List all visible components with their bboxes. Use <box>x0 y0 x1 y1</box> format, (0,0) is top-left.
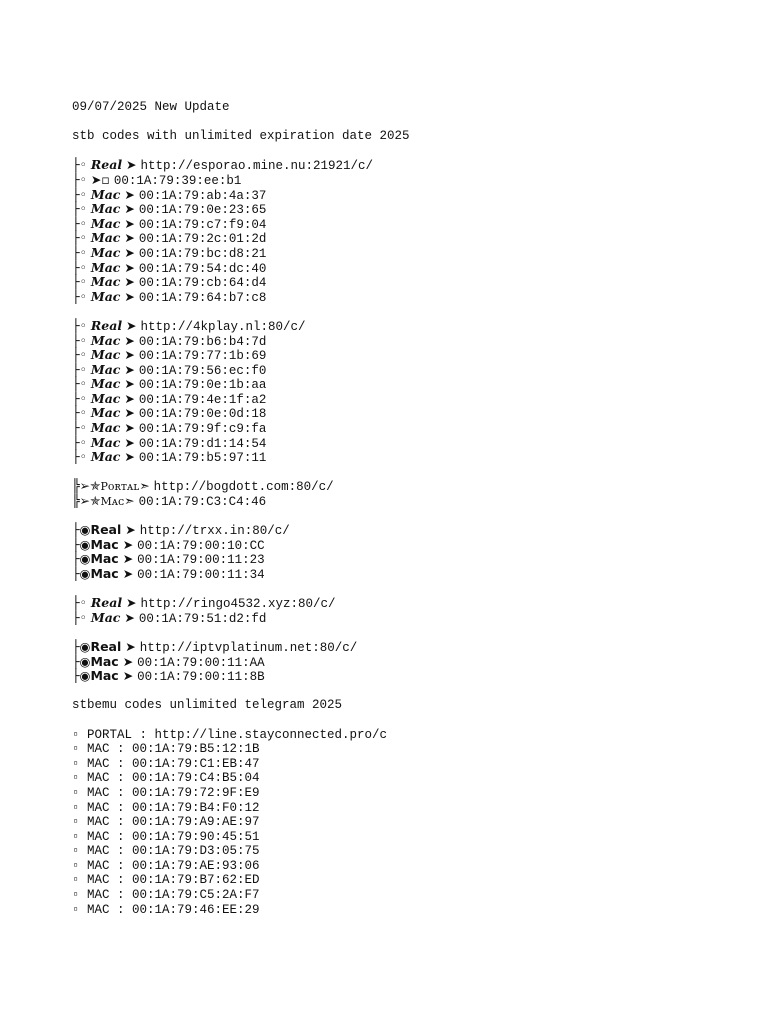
code-group <box>72 479 752 508</box>
line-label: Mᴀᴄ <box>100 495 125 509</box>
line-label: 𝑹𝒆𝒂𝒍 <box>90 317 123 333</box>
code-line <box>72 319 752 334</box>
portal-url: http://bogdott.com:80/c/ <box>153 480 334 495</box>
arrow-separator: ➤ <box>120 434 139 450</box>
arrow-separator: ➤ <box>120 390 139 406</box>
tree-prefix: ├◉ <box>72 551 91 567</box>
arrow-separator: ➤ <box>120 288 139 304</box>
tree-prefix: ╠➢✯ <box>72 478 101 494</box>
arrow-separator: ➤ <box>118 536 138 552</box>
code-line <box>72 436 752 451</box>
line-label: 𝑴𝒂𝒄 <box>90 288 121 304</box>
code-line <box>72 173 752 188</box>
line-label: Real <box>90 638 122 654</box>
line-label: Mac <box>90 653 119 669</box>
line-label: 𝑴𝒂𝒄 <box>90 186 121 202</box>
line-label: 𝑴𝒂𝒄 <box>90 405 121 421</box>
mac-address: 00:1A:79:00:11:34 <box>137 568 265 582</box>
mac-address: 00:1A:79:77:1b:69 <box>138 349 267 364</box>
arrow-separator: ➣ <box>139 478 154 494</box>
arrow-separator: ➤ <box>120 332 139 348</box>
mac-address: 00:1A:79:56:ec:f0 <box>138 363 267 378</box>
portal-url: http://ringo4532.xyz:80/c/ <box>140 597 336 612</box>
mac-address: 00:1A:79:b6:b4:7d <box>138 334 267 349</box>
arrow-separator: ➤ <box>118 653 138 669</box>
mac-address: 00:1A:79:c7:f9:04 <box>138 217 267 232</box>
spacer <box>72 144 752 159</box>
code-group <box>72 158 752 304</box>
tree-prefix: ├◦ <box>72 186 91 202</box>
tree-prefix: ├◦ <box>72 288 91 304</box>
mac-address: 00:1A:79:9f:c9:fa <box>138 422 267 437</box>
line-label: Mac <box>90 551 119 567</box>
code-line <box>72 538 752 553</box>
update-line: 09/07/2025 New Update <box>72 100 230 114</box>
line-label: 𝑴𝒂𝒄 <box>90 201 121 217</box>
mac-address: 00:1A:79:00:10:CC <box>137 538 265 553</box>
code-line <box>72 669 752 684</box>
arrow-separator: ➤ <box>118 566 138 581</box>
mac-address: 00:1A:79:39:ee:b1 <box>113 173 242 188</box>
code-line <box>72 261 752 276</box>
tree-prefix: ├◦ <box>72 332 91 348</box>
code-line <box>72 217 752 232</box>
line-label: 𝑴𝒂𝒄 <box>90 434 121 450</box>
code-line <box>72 231 752 246</box>
line-label: Real <box>90 522 122 538</box>
mac-line: ▫ MAC : 00:1A:79:B7:62:ED <box>72 873 260 888</box>
line-label: 𝑴𝒂𝒄 <box>90 230 121 246</box>
arrow-separator: ➤ <box>120 609 139 625</box>
tree-prefix: ├◦ <box>72 274 91 290</box>
mac-address: 00:1A:79:bc:d8:21 <box>138 246 267 261</box>
tree-prefix: ├◉ <box>72 638 91 654</box>
tree-prefix: ├◦ <box>72 376 91 392</box>
arrow-separator: ➤ <box>120 274 139 290</box>
tree-prefix: ├◦ <box>72 390 91 406</box>
tree-prefix: ├◦ <box>72 244 91 260</box>
code-line <box>72 494 752 509</box>
code-line <box>72 158 752 173</box>
code-line <box>72 567 752 582</box>
code-line <box>72 363 752 378</box>
tree-prefix: ├◦ <box>72 405 91 421</box>
spacer <box>72 115 752 130</box>
mac-address: 00:1A:79:00:11:AA <box>137 655 265 670</box>
mac-address: 00:1A:79:4e:1f:a2 <box>138 392 267 407</box>
line-label: Pᴏʀᴛᴀʟ <box>100 480 140 494</box>
tree-prefix: ├◦ <box>72 201 91 217</box>
mac-address: 00:1A:79:00:11:8B <box>137 670 265 685</box>
portal-url: http://esporao.mine.nu:21921/c/ <box>140 159 374 174</box>
mac-address: 00:1A:79:2c:01:2d <box>138 232 267 247</box>
portal-url: http://trxx.in:80/c/ <box>139 524 290 539</box>
tree-prefix: ├◉ <box>72 653 91 669</box>
tree-prefix: ├◦ <box>72 420 91 436</box>
mac-address: 00:1A:79:0e:0d:18 <box>138 407 267 422</box>
spacer <box>72 304 752 319</box>
code-line <box>72 188 752 203</box>
code-line <box>72 596 752 611</box>
arrow-separator: ➤ <box>122 157 141 173</box>
mac-address: 00:1A:79:cb:64:d4 <box>138 276 267 291</box>
arrow-separator: ➤ <box>122 317 141 333</box>
tree-prefix: ├◦ <box>72 157 91 173</box>
mac-address: 00:1A:79:C3:C4:46 <box>138 495 267 510</box>
arrow-separator: ➤ <box>120 201 139 217</box>
code-line <box>72 334 752 349</box>
line-label: 𝑴𝒂𝒄 <box>90 244 121 260</box>
tree-prefix: ├◦ <box>72 230 91 246</box>
line-label: 𝑴𝒂𝒄 <box>90 215 121 231</box>
portal-url: http://iptvplatinum.net:80/c/ <box>139 640 358 655</box>
document-body <box>72 100 752 917</box>
mac-address: 00:1A:79:64:b7:c8 <box>138 290 267 305</box>
code-line <box>72 377 752 392</box>
mac-line: ▫ MAC : 00:1A:79:90:45:51 <box>72 829 260 844</box>
arrow-separator: ➣ <box>124 493 139 509</box>
mac-address: 00:1A:79:00:11:23 <box>137 553 265 568</box>
code-line <box>72 202 752 217</box>
mac-address: 00:1A:79:d1:14:54 <box>138 436 267 451</box>
tree-prefix: ├◦ <box>72 259 91 275</box>
line-label: Mac <box>90 566 119 581</box>
code-line <box>72 246 752 261</box>
mac-line: ▫ MAC : 00:1A:79:AE:93:06 <box>72 858 260 873</box>
line-label: 𝑴𝒂𝒄 <box>90 449 121 465</box>
code-line <box>72 552 752 567</box>
tree-prefix: ├◉ <box>72 522 91 538</box>
arrow-separator: ➤ <box>120 361 139 377</box>
code-line <box>72 640 752 655</box>
spacer <box>72 625 752 640</box>
line-label: 𝑴𝒂𝒄 <box>90 347 121 363</box>
code-line <box>72 392 752 407</box>
line-label: 𝑴𝒂𝒄 <box>90 390 121 406</box>
mac-line: ▫ MAC : 00:1A:79:D3:05:75 <box>72 844 260 859</box>
tree-prefix: ├◉ <box>72 566 91 581</box>
line-label: 𝑹𝒆𝒂𝒍 <box>90 595 123 611</box>
code-line <box>72 523 752 538</box>
telegram-code-list <box>72 728 752 918</box>
arrow-separator: ➤ <box>120 186 139 202</box>
line-label: 𝑴𝒂𝒄 <box>90 274 121 290</box>
line-label: Mac <box>90 668 119 684</box>
code-line <box>72 421 752 436</box>
arrow-separator: ➤ <box>120 230 139 246</box>
section-title: stb codes with unlimited expiration date 2025 <box>72 129 410 144</box>
code-line <box>72 479 752 494</box>
portal-line: ▫ PORTAL : http://line.stayconnected.pro/c <box>72 727 388 742</box>
mac-address: 00:1A:79:51:d2:fd <box>138 611 267 626</box>
line-label: Mac <box>90 536 119 552</box>
code-line <box>72 290 752 305</box>
spacer <box>72 684 752 699</box>
arrow-separator: ➤ <box>120 405 139 421</box>
tree-prefix: ├◦ <box>72 361 91 377</box>
tree-prefix: ├◦ <box>72 317 91 333</box>
code-line <box>72 611 752 626</box>
mac-address: 00:1A:79:0e:23:65 <box>138 203 267 218</box>
tree-prefix: ├◦ <box>72 595 91 611</box>
arrow-separator: ➤ <box>120 259 139 275</box>
line-label: 𝑴𝒂𝒄 <box>90 376 121 392</box>
mac-address: 00:1A:79:54:dc:40 <box>138 261 267 276</box>
tree-prefix: ├◦ <box>72 215 91 231</box>
mac-address: 00:1A:79:0e:1b:aa <box>138 378 267 393</box>
arrow-separator: ➤ <box>121 522 140 538</box>
portal-url: http://4kplay.nl:80/c/ <box>140 319 306 334</box>
spacer <box>72 465 752 480</box>
tree-prefix: ├◦ <box>72 434 91 450</box>
arrow-separator: ➤ <box>120 347 139 363</box>
code-line <box>72 655 752 670</box>
mac-line: ▫ MAC : 00:1A:79:B5:12:1B <box>72 742 260 757</box>
line-label: ➤▫ <box>90 171 110 187</box>
telegram-section-title: stbemu codes unlimited telegram 2025 <box>72 698 343 713</box>
mac-address: 00:1A:79:b5:97:11 <box>138 451 267 466</box>
mac-line: ▫ MAC : 00:1A:79:46:EE:29 <box>72 902 260 917</box>
code-line <box>72 348 752 363</box>
line-label: 𝑹𝒆𝒂𝒍 <box>90 157 123 173</box>
line-label: 𝑴𝒂𝒄 <box>90 361 121 377</box>
arrow-separator: ➤ <box>122 595 141 611</box>
code-groups <box>72 158 752 698</box>
code-line <box>72 406 752 421</box>
tree-prefix: ├◉ <box>72 536 91 552</box>
code-line <box>72 450 752 465</box>
code-line <box>72 275 752 290</box>
code-group <box>72 319 752 465</box>
mac-line: ▫ MAC : 00:1A:79:C4:B5:04 <box>72 771 260 786</box>
arrow-separator: ➤ <box>118 668 138 684</box>
mac-line: ▫ MAC : 00:1A:79:72:9F:E9 <box>72 785 260 800</box>
mac-line: ▫ MAC : 00:1A:79:B4:F0:12 <box>72 800 260 815</box>
tree-prefix: ├◦ <box>72 609 91 625</box>
tree-prefix: ├◦ <box>72 171 91 187</box>
mac-line: ▫ MAC : 00:1A:79:C5:2A:F7 <box>72 888 260 903</box>
mac-address: 00:1A:79:ab:4a:37 <box>138 188 267 203</box>
tree-prefix: ├◦ <box>72 449 91 465</box>
arrow-separator: ➤ <box>121 638 140 654</box>
tree-prefix: ├◦ <box>72 347 91 363</box>
arrow-separator: ➤ <box>120 449 139 465</box>
arrow-separator: ➤ <box>120 376 139 392</box>
line-label: 𝑴𝒂𝒄 <box>90 420 121 436</box>
tree-prefix: ├◉ <box>72 668 91 684</box>
arrow-separator: ➤ <box>120 215 139 231</box>
tree-prefix: ╠➢✯ <box>72 493 101 509</box>
arrow-separator: ➤ <box>118 551 138 567</box>
code-group <box>72 640 752 684</box>
arrow-separator: ➤ <box>120 244 139 260</box>
line-label: 𝑴𝒂𝒄 <box>90 259 121 275</box>
code-group <box>72 596 752 625</box>
spacer <box>72 582 752 597</box>
line-label: 𝑴𝒂𝒄 <box>90 332 121 348</box>
line-label: 𝑴𝒂𝒄 <box>90 609 121 625</box>
mac-line: ▫ MAC : 00:1A:79:C1:EB:47 <box>72 756 260 771</box>
arrow-separator: ➤ <box>120 420 139 436</box>
spacer <box>72 713 752 728</box>
spacer <box>72 509 752 524</box>
code-group <box>72 523 752 581</box>
mac-line: ▫ MAC : 00:1A:79:A9:AE:97 <box>72 815 260 830</box>
